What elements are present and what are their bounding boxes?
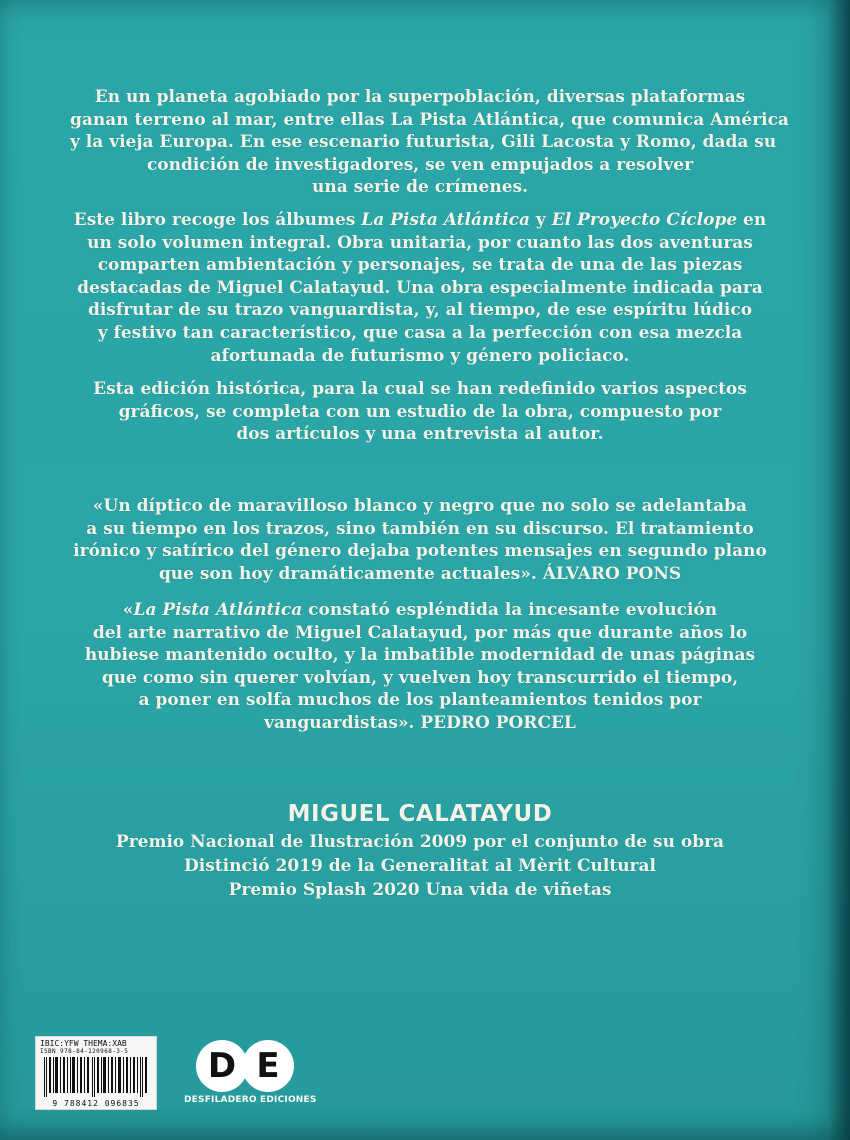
synopsis-paragraph-2 xyxy=(70,209,770,367)
synopsis-line: y festivo tan característico, que casa a la perfección con esa mezcla xyxy=(97,322,743,343)
publisher-name: DESFILADERO EDICIONES xyxy=(184,1095,317,1105)
barcode-bars-icon xyxy=(42,1057,150,1097)
quote-line xyxy=(70,599,770,622)
synopsis-line: y la vieja Europa. En ese escenario futurista, Gili Lacosta y Romo, dada su xyxy=(70,132,777,153)
text-fragment: en xyxy=(737,210,767,230)
barcode-digits: 9 788412 096835 xyxy=(52,1099,140,1108)
text-fragment: « xyxy=(122,600,134,620)
synopsis-line: gráficos, se completa con un estudio de la obra, compuesto por xyxy=(118,401,722,422)
review-quote-1 xyxy=(70,495,770,585)
synopsis-line: ganan terreno al mar, entre ellas La Pista Atlántica, que comunica América xyxy=(70,109,789,130)
synopsis-line: Esta edición histórica, para la cual se han redefinido varios aspectos xyxy=(93,379,747,399)
author-award: Premio Splash 2020 Una vida de viñetas xyxy=(228,880,612,900)
isbn-number: ISBN 978-84-120968-3-5 xyxy=(40,1048,129,1055)
synopsis-line: condición de investigadores, se ven empujados a resolver xyxy=(146,154,694,175)
synopsis-line xyxy=(70,209,770,232)
quote-line: a su tiempo en los trazos, sino también en su discurso. El tratamiento xyxy=(86,518,754,539)
quote-line: a poner en solfa muchos de los planteamientos tenidos por xyxy=(138,690,702,711)
album-title: El Proyecto Cíclope xyxy=(551,210,738,230)
text-fragment: constató espléndida la incesante evolución xyxy=(302,600,718,620)
synopsis-line: una serie de crímenes. xyxy=(311,177,529,198)
synopsis-paragraph-3 xyxy=(70,378,770,446)
quote-line: del arte narrativo de Miguel Calatayud, por más que durante años lo xyxy=(92,622,748,643)
quote-line: irónico y satírico del género dejaba potentes mensajes en segundo plano xyxy=(73,541,767,562)
cover-edge-shadow xyxy=(828,0,850,1140)
quote-line: hubiese mantenido oculto, y la imbatible modernidad de unas páginas xyxy=(84,645,756,666)
synopsis-line: comparten ambientación y personajes, se trata de una de las piezas xyxy=(97,255,743,276)
logo-letter-d: D xyxy=(196,1040,248,1092)
quote-line: que son hoy dramáticamente actuales». ÁLVARO PONS xyxy=(158,563,682,584)
text-fragment: y xyxy=(530,210,552,230)
quote-line: vanguardistas». PEDRO PORCEL xyxy=(264,712,576,733)
bic-code: IBIC:YFW THEMA:XAB xyxy=(40,1039,127,1048)
synopsis-line: disfrutar de su trazo vanguardista, y, al tiempo, de ese espíritu lúdico xyxy=(87,300,753,321)
logo-letter-e: E xyxy=(242,1040,294,1092)
logo-mark xyxy=(196,1038,296,1096)
author-block xyxy=(70,800,770,902)
review-quote-2 xyxy=(70,599,770,735)
quote-line: que como sin querer volvían, y vuelven hoy transcurrido el tiempo, xyxy=(101,667,739,688)
synopsis-line: destacadas de Miguel Calatayud. Una obra especialmente indicada para xyxy=(77,277,763,298)
synopsis-line: un solo volumen integral. Obra unitaria, por cuanto las dos aventuras xyxy=(87,232,753,253)
publisher-logo xyxy=(184,1038,317,1110)
synopsis-line: dos artículos y una entrevista al autor. xyxy=(236,424,604,445)
quote-line: «Un díptico de maravilloso blanco y negro que no solo se adelantaba xyxy=(92,496,748,516)
author-award: Distinció 2019 de la Generalitat al Mèrit Cultural xyxy=(184,856,656,876)
text-fragment: Este libro recoge los álbumes xyxy=(73,210,362,230)
isbn-barcode xyxy=(35,1036,157,1110)
author-award: Premio Nacional de Ilustración 2009 por el conjunto de su obra xyxy=(115,832,725,852)
synopsis-paragraph-1 xyxy=(70,86,789,199)
album-title: La Pista Atlántica xyxy=(361,210,531,230)
album-title: La Pista Atlántica xyxy=(133,600,303,620)
author-name: MIGUEL CALATAYUD xyxy=(287,801,553,827)
synopsis-line: afortunada de futurismo y género policiaco. xyxy=(210,345,630,366)
synopsis-line: En un planeta agobiado por la superpoblación, diversas plataformas xyxy=(94,87,746,107)
